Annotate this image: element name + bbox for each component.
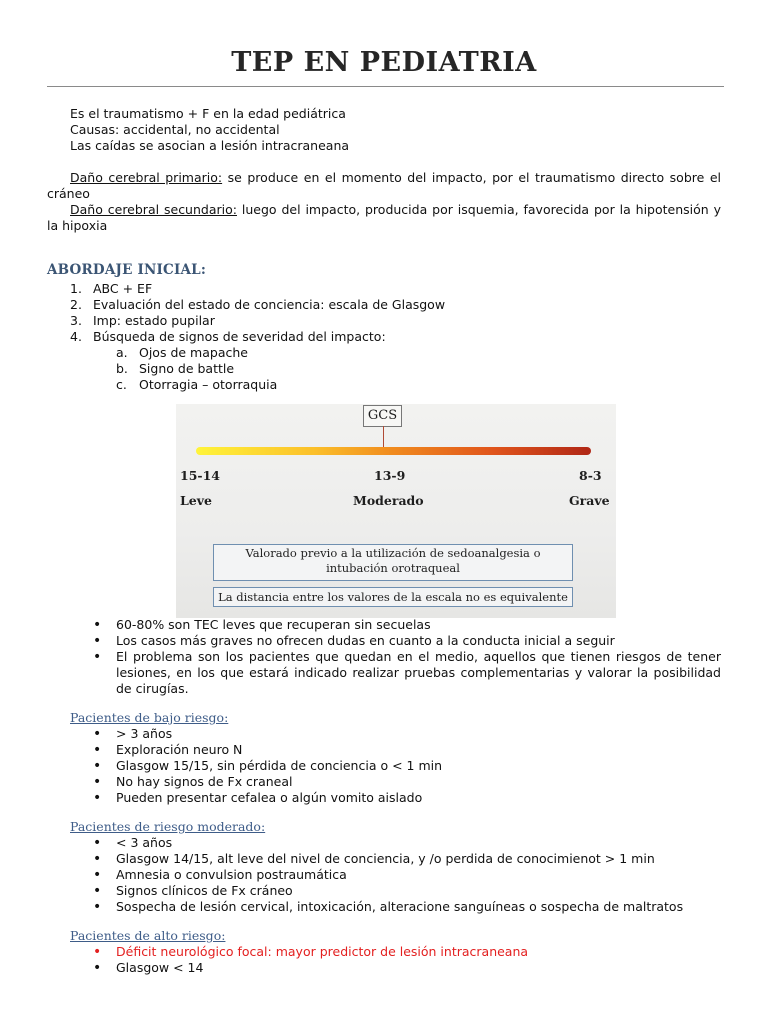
gcs-gradient-bar xyxy=(196,447,591,455)
general-bullets xyxy=(93,617,721,697)
dano-secundario xyxy=(47,202,721,234)
dano-primario xyxy=(47,170,721,202)
gcs-level-leve: Leve xyxy=(180,493,212,508)
dano-secundario-text: luego del impacto, producida por isquemia, favorecida por la hipotensión y la hipoxia xyxy=(47,202,721,233)
dano-primario-label: Daño cerebral primario: xyxy=(70,170,223,185)
bajo-riesgo-heading: Pacientes de bajo riesgo: xyxy=(70,710,229,725)
bullet-item-highlight: • Déficit neurológico focal: mayor predictor de lesión intracraneana xyxy=(93,944,721,960)
bajo-riesgo-list xyxy=(93,726,721,806)
bullet-item: • Pueden presentar cefalea o algún vomito aislado xyxy=(93,790,721,806)
sub-text: Signo de battle xyxy=(139,361,235,376)
abordaje-heading: ABORDAJE INICIAL: xyxy=(47,262,207,278)
sub-text: Ojos de mapache xyxy=(139,345,248,360)
step-text: Búsqueda de signos de severidad del impacto: xyxy=(93,329,386,344)
bullet-item: • No hay signos de Fx craneal xyxy=(93,774,721,790)
gcs-level-grave: Grave xyxy=(569,493,610,508)
gcs-level-moderado: Moderado xyxy=(353,493,424,508)
gcs-range-leve: 15-14 xyxy=(180,468,220,483)
sub-item xyxy=(116,345,445,361)
bullet-item: • Sospecha de lesión cervical, intoxicación, alteracione sanguíneas o sospecha de maltratos xyxy=(93,899,721,915)
gcs-range-grave: 8-3 xyxy=(579,468,602,483)
bullet-item: • Exploración neuro N xyxy=(93,742,721,758)
step-text: Imp: estado pupilar xyxy=(93,313,215,328)
gcs-note-distancia: La distancia entre los valores de la escala no es equivalente xyxy=(213,587,573,607)
gcs-note-sedoanalgesia: Valorado previo a la utilización de sedoanalgesia o intubación orotraqueal xyxy=(213,544,573,581)
title-divider xyxy=(47,86,724,87)
step-number: 2. xyxy=(70,297,82,312)
bullet-item: • 60-80% son TEC leves que recuperan sin secuelas xyxy=(93,617,721,633)
bullet-item: • El problema son los pacientes que quedan en el medio, aquellos que tienen riesgos de tener lesiones, en los que estará indicado realizar pruebas complementarias y valorar la posibilidad de cirugías. xyxy=(93,649,721,697)
bullet-item: • Glasgow 14/15, alt leve del nivel de conciencia, y /o perdida de conocimienot > 1 min xyxy=(93,851,721,867)
step-item xyxy=(70,297,445,313)
step-item xyxy=(70,281,445,297)
dano-primario-text: se produce en el momento del impacto, por el traumatismo directo sobre el cráneo xyxy=(47,170,722,201)
alto-riesgo-heading: Pacientes de alto riesgo: xyxy=(70,928,226,943)
abordaje-steps xyxy=(70,281,445,393)
intro-line: Las caídas se asocian a lesión intracraneana xyxy=(70,138,350,153)
step-text: ABC + EF xyxy=(93,281,153,296)
gcs-range-moderado: 13-9 xyxy=(374,468,406,483)
sub-letter: c. xyxy=(116,377,127,392)
alto-riesgo-list xyxy=(93,944,721,976)
bullet-item: • < 3 años xyxy=(93,835,721,851)
gcs-label-box: GCS xyxy=(363,405,402,427)
bullet-item: • > 3 años xyxy=(93,726,721,742)
sub-letter: b. xyxy=(116,361,128,376)
step-number: 4. xyxy=(70,329,82,344)
bullet-item: • Signos clínicos de Fx cráneo xyxy=(93,883,721,899)
intro-line: Causas: accidental, no accidental xyxy=(70,122,280,137)
page-title: TEP EN PEDIATRIA xyxy=(231,47,537,78)
step-item xyxy=(70,329,445,393)
moderado-riesgo-heading: Pacientes de riesgo moderado: xyxy=(70,819,266,834)
step-number: 1. xyxy=(70,281,82,296)
bullet-item: • Amnesia o convulsion postraumática xyxy=(93,867,721,883)
bullet-item: • Los casos más graves no ofrecen dudas en cuanto a la conducta inicial a seguir xyxy=(93,633,721,649)
step-item xyxy=(70,313,445,329)
moderado-riesgo-list xyxy=(93,835,721,915)
intro-line: Es el traumatismo + F en la edad pediátrica xyxy=(70,106,346,121)
sub-item xyxy=(116,361,445,377)
sub-text: Otorragia – otorraquia xyxy=(139,377,278,392)
bullet-item: • Glasgow 15/15, sin pérdida de conciencia o < 1 min xyxy=(93,758,721,774)
severity-signs xyxy=(93,345,445,393)
step-text: Evaluación del estado de conciencia: escala de Glasgow xyxy=(93,297,446,312)
sub-item xyxy=(116,377,445,393)
sub-letter: a. xyxy=(116,345,128,360)
gcs-pointer xyxy=(383,426,384,448)
intro-section xyxy=(47,106,721,234)
dano-secundario-label: Daño cerebral secundario: xyxy=(70,202,237,217)
bullet-item: • Glasgow < 14 xyxy=(93,960,721,976)
gcs-scale-figure xyxy=(176,404,616,618)
step-number: 3. xyxy=(70,313,82,328)
